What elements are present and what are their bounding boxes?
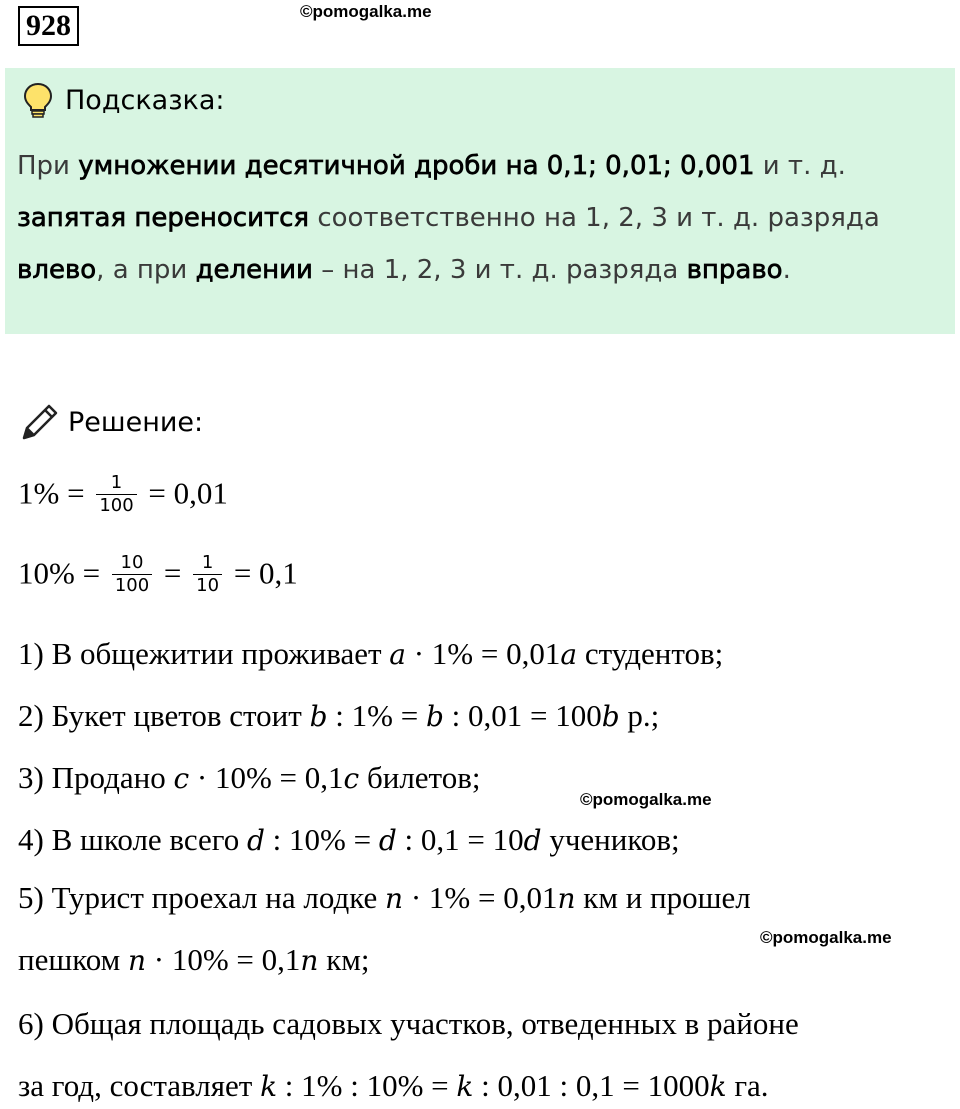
hint-text-bold: умножении десятичной дроби на 0,1; 0,01; 0,001 bbox=[78, 151, 755, 181]
eq-part: = 0,1 bbox=[233, 555, 298, 591]
text: билетов; bbox=[359, 760, 481, 795]
fraction-denominator: 100 bbox=[114, 575, 150, 596]
watermark-middle: ©pomogalka.me bbox=[580, 790, 712, 809]
watermark-bottom: ©pomogalka.me bbox=[760, 928, 892, 947]
eq-part: 10% = bbox=[18, 555, 101, 591]
text: км; bbox=[318, 942, 370, 977]
variable: b bbox=[601, 700, 620, 733]
hint-text-part: и т. д. bbox=[754, 151, 846, 181]
variable: n bbox=[127, 944, 147, 977]
hint-text-bold: влево bbox=[17, 255, 97, 285]
variable: n bbox=[385, 882, 404, 915]
hint-title-text: Подсказка: bbox=[65, 84, 225, 116]
variable: d bbox=[523, 824, 542, 857]
text: : 10% = bbox=[264, 822, 379, 857]
solution-item-3 bbox=[18, 760, 480, 796]
text: га. bbox=[726, 1068, 769, 1103]
text: · 1% = 0,01 bbox=[403, 880, 558, 915]
text: : 0,1 = 10 bbox=[396, 822, 524, 857]
watermark-top: ©pomogalka.me bbox=[300, 2, 432, 21]
fraction bbox=[193, 552, 222, 597]
text: : 1% = bbox=[327, 698, 426, 733]
text: км и прошел bbox=[575, 880, 751, 915]
eq-part: = bbox=[163, 555, 182, 591]
variable: b bbox=[425, 700, 444, 733]
text: студентов; bbox=[577, 636, 724, 671]
problem-number: 928 bbox=[18, 6, 79, 46]
text: 4) В школе всего bbox=[18, 822, 247, 857]
hint-text-part: , а при bbox=[96, 255, 196, 285]
fraction-numerator: 10 bbox=[112, 552, 152, 575]
solution-title-text: Решение: bbox=[68, 406, 204, 438]
fraction bbox=[112, 552, 152, 597]
equation-2 bbox=[18, 554, 298, 599]
text: : 1% : 10% = bbox=[277, 1068, 457, 1103]
variable: n bbox=[300, 944, 319, 977]
hint-text-part: соответственно на 1, 2, 3 и т. д. разряда bbox=[309, 203, 880, 233]
lightbulb-icon bbox=[23, 82, 53, 118]
variable: c bbox=[343, 762, 360, 795]
variable: k bbox=[709, 1070, 727, 1103]
eq-part: 1% = bbox=[18, 475, 85, 511]
variable: k bbox=[260, 1070, 278, 1103]
fraction-denominator: 100 bbox=[99, 495, 134, 516]
text: 6) Общая площадь садовых участков, отведенных в районе bbox=[18, 1006, 799, 1041]
hint-text-part: При bbox=[17, 151, 79, 181]
text: р.; bbox=[619, 698, 660, 733]
variable: k bbox=[456, 1070, 474, 1103]
fraction-denominator: 10 bbox=[196, 575, 220, 596]
eq-part: = 0,01 bbox=[148, 475, 228, 511]
text: · 10% = 0,1 bbox=[189, 760, 344, 795]
text: : 0,01 : 0,1 = 1000 bbox=[473, 1068, 710, 1103]
text: 3) Продано bbox=[18, 760, 174, 795]
text: · 10% = 0,1 bbox=[146, 942, 301, 977]
hint-box bbox=[5, 68, 955, 334]
equation-1 bbox=[18, 474, 228, 519]
hint-text-bold: делении bbox=[195, 255, 313, 285]
solution-item-1 bbox=[18, 636, 723, 672]
variable: c bbox=[173, 762, 190, 795]
hint-title bbox=[23, 80, 225, 120]
text: 1) В общежитии проживает bbox=[18, 636, 390, 671]
variable: a bbox=[560, 638, 578, 671]
solution-item-4 bbox=[18, 822, 680, 858]
solution-item-2 bbox=[18, 698, 659, 734]
variable: d bbox=[378, 824, 397, 857]
variable: d bbox=[246, 824, 265, 857]
fraction-numerator: 1 bbox=[193, 552, 222, 575]
text: за год, составляет bbox=[18, 1068, 261, 1103]
text: учеников; bbox=[541, 822, 680, 857]
hint-text bbox=[17, 140, 947, 296]
variable: a bbox=[389, 638, 406, 671]
fraction-numerator: 1 bbox=[96, 472, 136, 495]
text: пешком bbox=[18, 942, 128, 977]
hint-text-bold: запятая переносится bbox=[17, 203, 310, 233]
variable: b bbox=[309, 700, 328, 733]
fraction bbox=[96, 472, 136, 517]
text: 5) Турист проехал на лодке bbox=[18, 880, 386, 915]
variable: n bbox=[557, 882, 576, 915]
solution-item-6 bbox=[18, 1006, 799, 1104]
hint-text-part: . bbox=[782, 255, 791, 285]
hint-text-bold: вправо bbox=[686, 255, 783, 285]
text: 2) Букет цветов стоит bbox=[18, 698, 310, 733]
text: · 1% = 0,01 bbox=[405, 636, 561, 671]
solution-item-5 bbox=[18, 880, 751, 978]
pencil-icon bbox=[18, 400, 62, 444]
solution-title bbox=[18, 400, 203, 444]
text: : 0,01 = 100 bbox=[443, 698, 602, 733]
hint-text-part: – на 1, 2, 3 и т. д. разряда bbox=[312, 255, 687, 285]
